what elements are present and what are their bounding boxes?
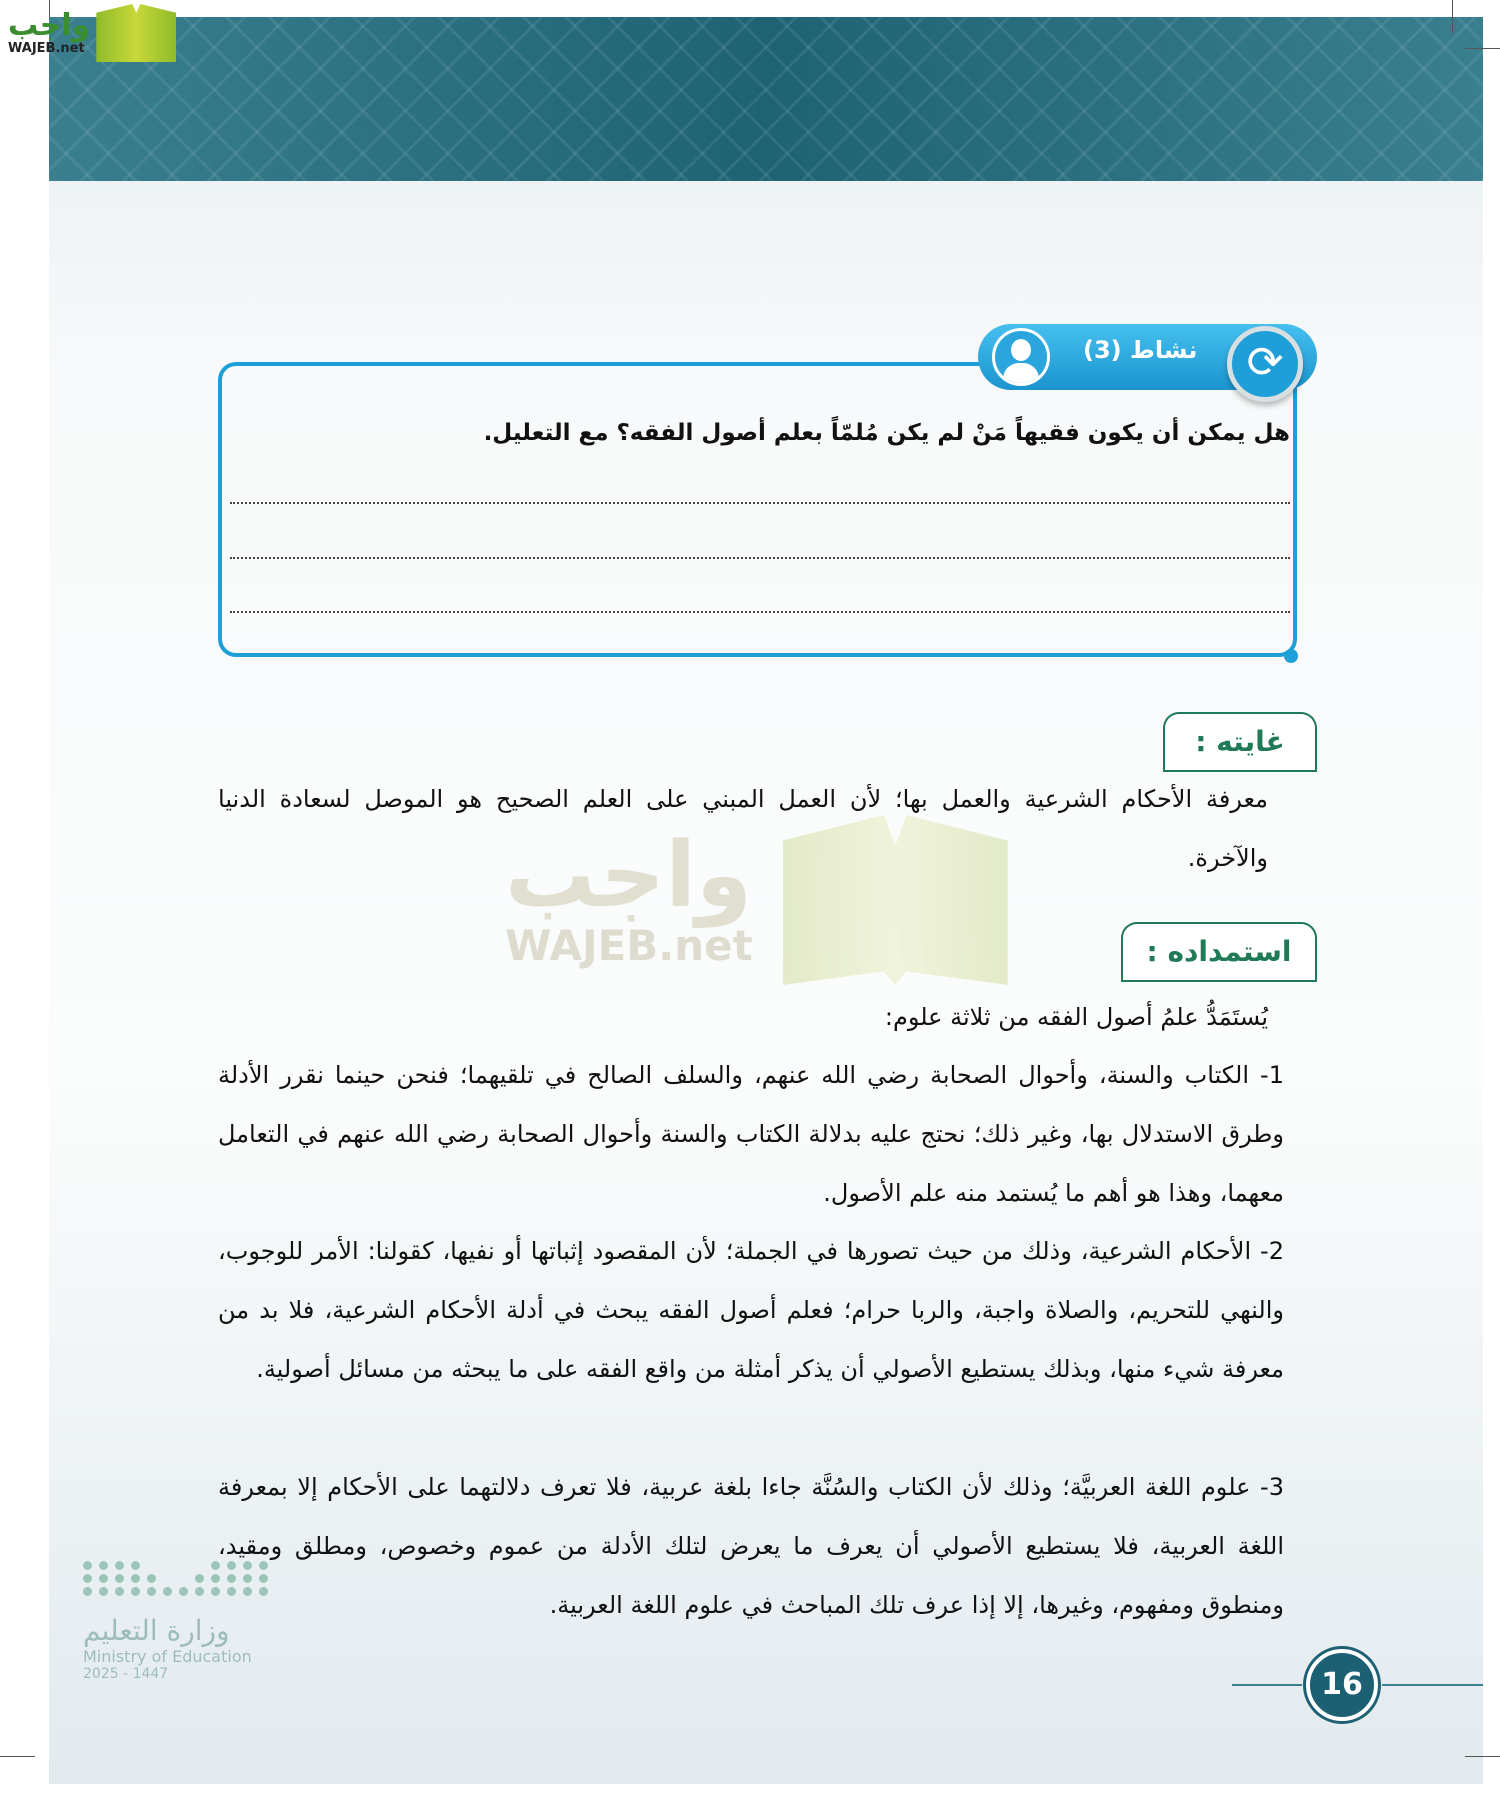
- book-icon: [96, 4, 176, 62]
- ministry-name-en: Ministry of Education: [83, 1647, 252, 1666]
- crop-mark: [1465, 1756, 1500, 1757]
- user-icon: [992, 328, 1050, 386]
- sources-intro: يُستَمَدُّ علمُ أصول الفقه من ثلاثة علوم:: [884, 1003, 1268, 1031]
- logo-text-en: WAJEB.net: [8, 40, 85, 56]
- watermark-text-en: WAJEB.net: [505, 920, 753, 970]
- purpose-text: معرفة الأحكام الشرعية والعمل بها؛ لأن العمل المبني على العلم الصحيح هو الموصل لسعادة الدنيا والآخرة.: [218, 785, 1268, 872]
- header-pattern-band: [49, 17, 1483, 181]
- answer-line[interactable]: [230, 557, 1290, 559]
- crop-mark: [1465, 48, 1500, 49]
- page-number: 16: [1306, 1649, 1378, 1721]
- crop-mark: [0, 1756, 35, 1757]
- page-number-line: [1232, 1684, 1302, 1686]
- watermark-text-ar: واجب: [505, 822, 752, 928]
- ministry-dots-icon: [83, 1561, 271, 1596]
- wajeb-logo: [8, 4, 176, 62]
- list-item: 2- الأحكام الشرعية، وذلك من حيث تصورها في الجملة؛ لأن المقصود إثباتها أو نفيها، كقولنا: الأمر للوجوب، والنهي للتحريم، والصلاة واجبة، والربا حرام؛ فعلم أصول الفقه يبحث في أدلة الأحكام الشرعية، فلا بد من معرفة شيء منها، وبذلك يستطيع الأصولي أن يذكر أمثلة من واقع الفقه على ما يبحثه من مسائل أصولية.: [218, 1237, 1284, 1383]
- refresh-icon: ⟳: [1227, 326, 1303, 402]
- list-item: 3- علوم اللغة العربيَّة؛ وذلك لأن الكتاب والسُنَّة جاءا بلغة عربية، فلا تعرف دلالتهما على الأحكام إلا بمعرفة اللغة العربية، فلا يستطيع الأصولي أن يعرف ما يعرض لتلك الأدلة من عموم وخصوص، ومطلق ومقيد، ومنطوق ومفهوم، وغيرها، إلا إذا عرف تلك المباحث في علوم اللغة العربية.: [218, 1473, 1284, 1619]
- crop-mark: [1452, 0, 1453, 35]
- activity-badge: [978, 324, 1317, 390]
- activity-title: نشاط (3): [1083, 336, 1198, 364]
- purpose-heading: غايته :: [1163, 712, 1317, 772]
- ministry-logo: [83, 1561, 271, 1682]
- answer-line[interactable]: [230, 502, 1290, 504]
- logo-text-ar: واجب: [8, 7, 91, 43]
- sources-heading: استمداده :: [1121, 922, 1317, 982]
- edition-year: 2025 - 1447: [83, 1666, 169, 1682]
- answer-line[interactable]: [230, 611, 1290, 613]
- ministry-name-ar: وزارة التعليم: [83, 1614, 230, 1647]
- page-number-line: [1382, 1684, 1483, 1686]
- list-item: 1- الكتاب والسنة، وأحوال الصحابة رضي الله عنهم، والسلف الصالح في تلقيهما؛ فنحن حينما نقرر الأدلة وطرق الاستدلال بها، وغير ذلك؛ نحتج عليه بدلالة الكتاب والسنة وأحوال الصحابة رضي الله عنهم في التعامل معهما، وهذا هو أهم ما يُستمد منه علم الأصول.: [218, 1061, 1284, 1207]
- activity-box-dot: [1284, 649, 1298, 663]
- activity-question: هل يمكن أن يكون فقيهاً مَنْ لم يكن مُلمّاً بعلم أصول الفقه؟ مع التعليل.: [483, 420, 1290, 446]
